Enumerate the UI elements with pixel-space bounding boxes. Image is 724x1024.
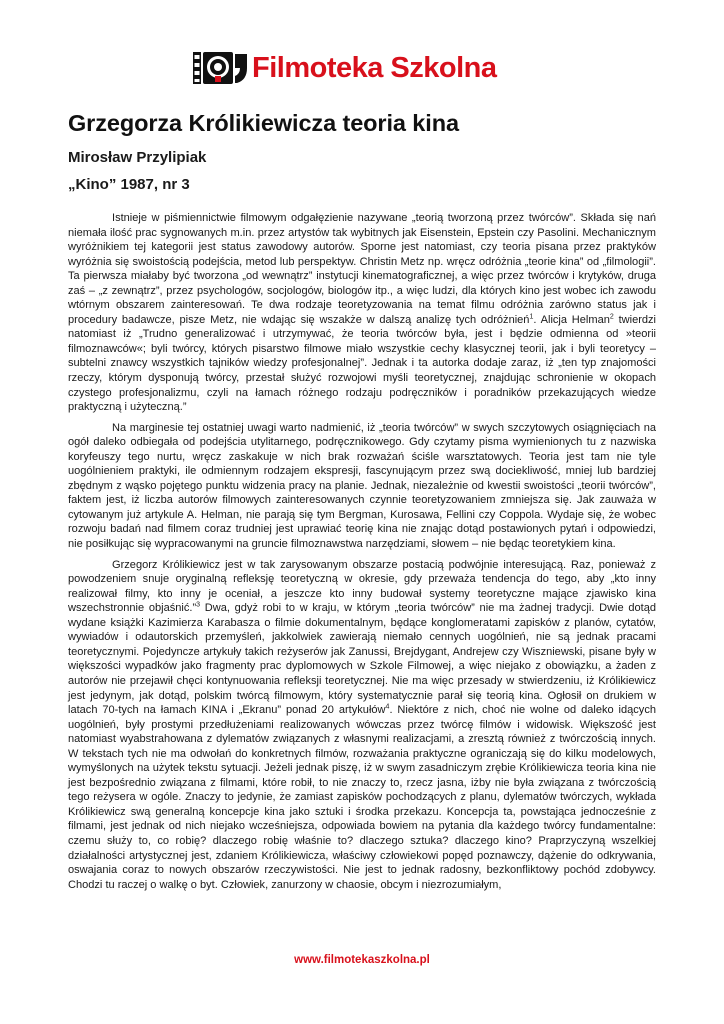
footer-url[interactable]: www.filmotekaszkolna.pl — [294, 954, 430, 966]
footnote-ref[interactable]: 4 — [385, 703, 390, 711]
paragraph — [68, 211, 656, 415]
paragraph — [68, 421, 656, 552]
footnote-ref[interactable]: 1 — [529, 313, 534, 321]
paragraph-text: . Niektóre z nich, choć nie wolne od daleko idących uogólnień, były prostymi przedłużeniami realizowanych wówczas przez twórcę filmów i widowisk. Większość jest natomiast wyabstrahowana z dylematów związanych z własnymi realizacjami, a zresztą również z twórczością innych. W tekstach tych nie ma odwołań do konkretnych filmów, rozważania praktyczne ograniczają się do kilku modelowych, wymyślonych na użytek tekstu sytuacji. Jeżeli jednak piszę, iż w swym zasadniczym zrębie Królikiewicza teoria kina nie jest bezpośrednio związana z filmami, które robił, to nie znaczy to, rzecz jasna, iżby nie była związana z twórczością tego reżysera w ogóle. Znaczy to jedynie, że zamiast zapisków pochodzących z planu, dylematów twórczych, wykłada Królikiewicz swą generalną koncepcje kina jako sztuki i środka przekazu. Koncepcja ta, powstająca jednocześnie z filmami, jest jednak od nich niejako wcześniejsza, odpowiada bowiem na pytania dla każdego twórcy fundamentalne: czemu służy to, co robię? dlaczego robię właśnie to? dlaczego sztuka? dlaczego kino? Praprzyczyną wszelkiej działalności artystycznej jest, zdaniem Królikiewicza, właściwy człowiekowi popęd poznawczy, dążenie do odkrywania, oswajania coraz to nowych obszarów rzeczywistości. Nie jest to jednak radosny, bezkonfliktowy pochód zdobywcy. Chodzi tu raczej o walkę o byt. Człowiek, zanurzony w chaosie, obcym i niezrozumiałym, — [68, 704, 656, 891]
paragraph-text: . Alicja Helman — [533, 313, 610, 326]
paragraph-text: Grzegorz Królikiewicz jest w tak zarysowanym obszarze postacią podwójnie interesującą. Raz, ponieważ z powodzeniem snuje oryginalną refleksję teoretyczną w okresie, gdy przeważa tendencja do tego, aby „kto inny realizował filmy, kto inny je oceniał, a jeszcze kto inny budował systemy teoretyczne mające zjawisko kina wszechstronnie objaśnić.” — [68, 558, 656, 615]
paragraph-text: twierdzi natomiast iż „Trudno generalizować i utrzymywać, że teoria twórców była, jest i będzie odmienna od »teorii filmoznawców«; byli twórcy, których pisarstwo filmowe miało wszystkie cechy klasycznej teorii, jak i byli teoretycy – subtelni znawcy wszystkich tajników wiedzy profesjonalnej”. Jednak i ta autorka dodaje zaraz, iż „ten typ znajomości rzeczy, którym dysponują twórcy, przestał służyć rozwojowi myśli teoretycznej, znajdując schronienie w okopach czystego profesjonalizmu, czyli na łamach różnego rodzaju podręczników i poradników przekazujących wiedze praktyczną i użyteczną.” — [68, 313, 657, 414]
footnote-ref[interactable]: 2 — [609, 313, 614, 321]
footnote-ref[interactable]: 3 — [196, 601, 201, 609]
paragraph-text: Dwa, gdyż robi to w kraju, w którym „teoria twórców” nie ma żadnej tradycji. Dwie dotąd wydane książki Kazimierza Karabasza o filmie dokumentalnym, będące konglomeratami zapisków z planów, cytatów, wywiadów i odautorskich przemyśleń, jakkolwiek zawierają niemało cennych uogólnień, nie są jednak pracami teoretycznymi. Pojedyncze artykuły takich reżyserów jak Zanussi, Brejdygant, Andrejew czy Wiszniewski, pisane były w większości wypadków jako fragmenty prac dyplomowych w Szkole Filmowej, a więc niejako z obowiązku, a żaden z autorów nie przejawił chęci kontynuowania refleksji teoretycznej. Nie ma więc przesady w stwierdzeniu, iż Królikiewicz jest jedynym, jak dotąd, polskim twórcą filmowym, który systematycznie parał się teorią kina. Ogłosił on drukiem w latach 70-tych na łamach KINA i „Ekranu” ponad 20 artykułów — [68, 602, 656, 717]
film-projector-icon — [193, 50, 249, 86]
article-author: Mirosław Przylipiak — [68, 149, 207, 166]
paragraph — [68, 558, 656, 893]
paragraph-text: Istnieje w piśmiennictwie filmowym odgałęzienie nazywane „teorią tworzoną przez twórców”. Składa się nań niemała ilość prac sygnowanych m.in. przez artystów tak wybitnych jak Eisenstein, Epstein czy Pasolini. Mechanicznym wyróżnikiem tej kategorii jest status zawodowy autorów. Sporne jest natomiast, czy teoria pisana przez praktyków wyróżnia się swoistością podejścia, metod lub perspektyw. Christin Metz np. wręcz odróżnia „teorie kina” od „filmologii”. Ta pierwsza miałaby być tworzona „od wewnątrz” instytucji kinematograficznej, a więc przez twórców i krytyków, druga zaś – „z zewnątrz”, przez psychologów, socjologów, biologów itp., a więc ludzi, dla których kino jest wobec ich zawodu wtórnym obszarem zainteresowań. Te dwa rodzaje teoretyzowania na temat filmu odróżnia zarówno status jak i procedury badawcze, pisze Metz, nie wdając się wszakże w dalszą analizę tych odróżnień — [68, 212, 656, 326]
header — [0, 50, 724, 86]
brand-name: Filmoteka Szkolna — [252, 52, 497, 84]
paragraph-text: Na marginesie tej ostatniej uwagi warto nadmienić, iż „teoria twórców” w swych szczytowych osiągnięciach na ogół daleko odbiegała od podejścia utylitarnego, podręcznikowego. Gdy czytamy pisma wymienionych tu z nazwiska koryfeuszy tego nurtu, wręcz zaskakuje w nich brak rozważań ściśle warsztatowych. Teoria jest tam nie tyle uogólnieniem praktyki, ile odmiennym rodzajem ekspresji, fascynującym przez swą dociekliwość, mniej lub bardziej zbędnym z wąsko pojętego punktu widzenia pracy na planie. Jednak, niezależnie od kwestii swoistości „teorii twórców”, faktem jest, iż liczba autorów filmowych zainteresowanych czynnie teoretyzowaniem zmniejsza się. Jak zauważa w cytowanym już artykule A. Helman, nie parają się tym Bergman, Kurosawa, Fellini czy Coppola. Wydaje się, że wobec rozwoju badań nad filmem coraz trudniej jest uprawiać teorię kina nie znając dotąd postawionych pytań i odpowiedzi, nie posiłkując się wypracowanymi na gruncie filmoznawstwa narzędziami, słowem – nie będąc teoretykiem kina. — [68, 421, 656, 551]
article-source: „Kino” 1987, nr 3 — [68, 176, 190, 193]
article-body — [68, 211, 656, 898]
article-title: Grzegorza Królikiewicza teoria kina — [68, 110, 459, 136]
